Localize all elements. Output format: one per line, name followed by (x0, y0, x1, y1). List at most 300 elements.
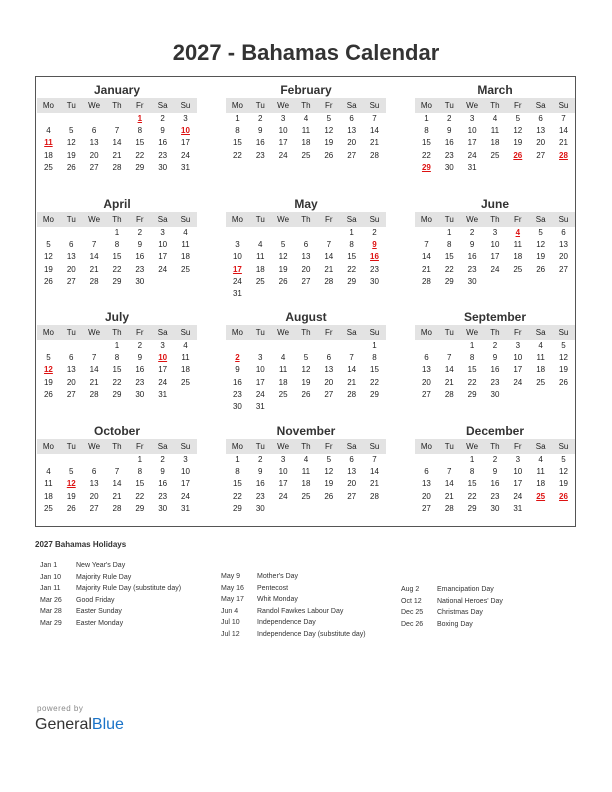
day-cell: 19 (66, 491, 76, 501)
month-december (415, 423, 575, 515)
weekday-label: Th (490, 442, 500, 451)
day-cell: 25 (301, 491, 311, 501)
day-cell (317, 401, 340, 413)
holiday-name: Emancipation Day (437, 586, 494, 593)
day-cell: 1 (137, 114, 143, 123)
day-cell: 13 (301, 252, 311, 262)
day-cell: 10 (255, 365, 265, 375)
weekday-label: Su (558, 215, 569, 224)
weekday-label: Th (112, 101, 122, 110)
day-cell: 1 (114, 228, 120, 237)
day-cell: 14 (421, 252, 431, 262)
weekday-label: Th (490, 101, 500, 110)
week-row (415, 113, 575, 125)
day-cell (484, 162, 507, 174)
day-cell (60, 227, 83, 239)
day-cell: 20 (421, 377, 431, 387)
week-row (226, 466, 386, 478)
day-cell: 30 (490, 503, 500, 513)
holiday-name: Pentecost (257, 584, 289, 592)
holiday-row (40, 618, 181, 630)
day-cell: 24 (490, 264, 500, 274)
week-row (226, 264, 386, 276)
day-cell: 12 (278, 252, 288, 262)
day-cell: 23 (255, 150, 265, 160)
day-cell: 21 (421, 264, 431, 274)
week-row (37, 454, 197, 466)
day-cell: 1 (447, 228, 452, 237)
day-cell (529, 162, 552, 174)
day-cell: 2 (372, 228, 377, 237)
day-cell: 4 (258, 240, 263, 250)
day-cell: 26 (536, 264, 546, 274)
holidays-title: 2027 Bahamas Holidays (35, 540, 127, 549)
month-name: February (280, 83, 332, 97)
day-cell: 18 (536, 479, 546, 489)
holiday-row (40, 560, 181, 572)
day-cell (106, 454, 129, 466)
holiday-date: Oct 12 (401, 597, 422, 605)
holiday-date: Jul 10 (221, 619, 240, 627)
holiday-row (401, 596, 503, 608)
day-cell: 16 (158, 479, 168, 489)
week-row (37, 276, 197, 288)
holiday-row (40, 606, 181, 618)
day-cell: 28 (112, 503, 122, 513)
day-cell: 2 (447, 114, 452, 123)
day-cell: 26 (66, 503, 76, 513)
holiday-row (221, 629, 366, 641)
day-cell (295, 503, 318, 515)
day-cell: 30 (467, 276, 477, 286)
day-cell (151, 276, 174, 288)
day-cell: 25 (255, 276, 265, 286)
day-cell: 29 (444, 276, 454, 286)
day-cell: 25 (490, 150, 500, 160)
day-cell (552, 162, 575, 174)
day-cell: 21 (444, 491, 454, 501)
day-cell: 4 (515, 228, 521, 237)
day-cell: 30 (255, 503, 265, 513)
weekday-label: Mo (231, 215, 243, 224)
day-cell (529, 503, 552, 515)
week-row (415, 491, 575, 503)
week-row (415, 227, 575, 239)
day-cell: 4 (46, 126, 51, 136)
day-cell: 9 (137, 240, 143, 250)
day-cell: 16 (444, 138, 454, 148)
day-cell: 9 (235, 365, 240, 375)
day-cell: 3 (183, 114, 188, 123)
day-cell: 14 (370, 126, 379, 136)
day-cell: 29 (347, 276, 357, 286)
day-cell (249, 227, 272, 239)
month-september (415, 309, 575, 401)
day-cell: 27 (347, 491, 357, 501)
day-cell: 24 (467, 150, 477, 160)
day-cell: 5 (69, 126, 74, 136)
week-row (37, 503, 197, 515)
day-cell: 21 (347, 377, 357, 387)
day-cell (174, 276, 197, 288)
day-cell (37, 113, 60, 125)
day-cell: 11 (181, 240, 190, 250)
day-cell: 29 (135, 503, 145, 513)
day-cell (249, 340, 272, 352)
day-cell: 3 (235, 240, 240, 250)
day-cell: 19 (559, 479, 568, 489)
week-row (37, 377, 197, 389)
week-row (415, 162, 575, 174)
day-cell: 13 (536, 126, 546, 136)
weekday-label: Fr (514, 442, 522, 451)
day-cell: 20 (66, 377, 76, 387)
day-cell: 15 (444, 252, 454, 262)
month-may (226, 196, 386, 300)
month-name: September (463, 310, 527, 324)
week-row (415, 352, 575, 364)
day-cell: 7 (372, 114, 377, 123)
day-cell: 21 (324, 264, 334, 274)
day-cell: 28 (559, 150, 568, 160)
day-cell: 20 (421, 491, 431, 501)
day-cell (317, 503, 340, 515)
day-cell: 3 (280, 455, 286, 464)
holiday-row (401, 607, 503, 619)
day-cell: 9 (160, 467, 165, 477)
month-august (226, 309, 386, 413)
day-cell: 14 (112, 479, 122, 489)
day-cell: 14 (347, 365, 357, 375)
day-cell (249, 288, 272, 300)
day-cell: 7 (447, 353, 452, 363)
day-cell: 17 (278, 479, 288, 489)
weekday-label: Tu (255, 101, 265, 110)
week-row (37, 125, 197, 137)
day-cell: 31 (232, 288, 242, 298)
day-cell: 3 (280, 114, 286, 123)
weekday-label: Tu (444, 101, 454, 110)
holiday-row (221, 571, 366, 583)
day-cell: 15 (232, 479, 242, 489)
day-cell: 30 (158, 162, 168, 172)
weekday-label: We (466, 442, 479, 451)
weekday-label: Fr (136, 328, 144, 337)
day-cell: 2 (492, 455, 498, 464)
day-cell: 18 (43, 150, 53, 160)
day-cell: 15 (467, 365, 477, 375)
day-cell: 3 (492, 228, 498, 237)
week-row (415, 503, 575, 515)
day-cell: 7 (91, 353, 97, 363)
day-cell: 8 (114, 353, 120, 363)
month-june (415, 196, 575, 288)
day-cell: 28 (324, 276, 334, 286)
week-row (226, 251, 386, 263)
week-row (37, 389, 197, 401)
day-cell: 8 (137, 126, 143, 136)
day-cell (506, 162, 529, 174)
day-cell: 17 (232, 264, 242, 274)
day-cell: 23 (490, 377, 500, 387)
week-row (415, 340, 575, 352)
day-cell (174, 389, 197, 401)
day-cell: 1 (137, 455, 143, 464)
week-row (415, 239, 575, 251)
day-cell: 5 (326, 455, 332, 464)
month-march (415, 82, 575, 174)
month-name: March (477, 83, 513, 97)
week-row (226, 125, 386, 137)
week-row (37, 113, 197, 125)
day-cell: 5 (538, 228, 543, 237)
day-cell: 7 (349, 353, 354, 363)
weekday-label: Su (558, 442, 569, 451)
day-cell: 11 (44, 479, 53, 489)
day-cell: 11 (44, 138, 53, 148)
weekday-label: Sa (157, 328, 168, 337)
day-cell: 8 (114, 240, 120, 250)
day-cell: 21 (444, 377, 454, 387)
day-cell: 28 (89, 389, 99, 399)
day-cell: 21 (370, 479, 379, 489)
day-cell: 27 (559, 264, 568, 274)
holiday-row (221, 583, 366, 595)
day-cell: 2 (258, 455, 263, 464)
weekday-label: Fr (325, 328, 333, 337)
week-row (37, 137, 197, 149)
weekday-label: Fr (325, 215, 333, 224)
day-cell: 17 (255, 377, 265, 387)
day-cell (226, 227, 249, 239)
day-cell: 2 (160, 455, 165, 464)
day-cell: 8 (235, 126, 240, 136)
day-cell (272, 503, 295, 515)
holiday-date: Mar 29 (40, 619, 62, 627)
day-cell: 18 (490, 138, 500, 148)
day-cell: 16 (135, 252, 145, 262)
month-name: August (285, 310, 327, 324)
day-cell: 12 (559, 353, 568, 363)
day-cell: 8 (349, 240, 354, 250)
day-cell: 5 (326, 114, 332, 123)
week-row (226, 503, 386, 515)
day-cell: 28 (89, 276, 99, 286)
day-cell: 29 (467, 503, 477, 513)
day-cell: 23 (467, 264, 477, 274)
weekday-label: Sa (157, 442, 168, 451)
day-cell: 11 (256, 252, 265, 262)
week-row (226, 239, 386, 251)
day-cell: 15 (135, 138, 145, 148)
holiday-date: May 17 (221, 596, 244, 604)
day-cell: 13 (66, 365, 76, 375)
day-cell: 9 (492, 353, 498, 363)
weekday-label: Mo (42, 215, 54, 224)
month-november (226, 423, 386, 515)
weekday-label: Mo (420, 328, 432, 337)
day-cell: 10 (158, 240, 168, 250)
day-cell (415, 227, 438, 239)
weekday-label: Mo (42, 442, 54, 451)
day-cell: 7 (372, 455, 377, 464)
holiday-date: Dec 26 (401, 620, 424, 628)
month-april (37, 196, 197, 288)
day-cell: 5 (303, 353, 309, 363)
day-cell: 5 (46, 240, 51, 250)
day-cell: 7 (424, 240, 429, 250)
day-cell: 12 (66, 138, 76, 148)
day-cell: 18 (301, 138, 311, 148)
day-cell: 20 (347, 479, 357, 489)
day-cell: 13 (66, 252, 76, 262)
day-cell: 7 (91, 240, 97, 250)
month-february (226, 82, 386, 162)
day-cell: 18 (301, 479, 311, 489)
day-cell: 4 (538, 341, 543, 350)
weekday-header (415, 439, 575, 454)
day-cell (37, 227, 60, 239)
weekday-header (226, 325, 386, 340)
day-cell: 9 (469, 240, 475, 250)
week-row (226, 113, 386, 125)
day-cell: 11 (536, 353, 545, 363)
day-cell: 20 (559, 252, 568, 262)
day-cell: 13 (347, 467, 357, 477)
day-cell: 18 (43, 491, 53, 501)
weekday-header (226, 212, 386, 227)
day-cell: 7 (114, 467, 120, 477)
day-cell: 20 (536, 138, 546, 148)
month-name: October (93, 424, 140, 438)
day-cell: 29 (370, 389, 379, 399)
day-cell (438, 454, 461, 466)
day-cell: 12 (513, 126, 523, 136)
day-cell: 31 (255, 401, 265, 411)
weekday-header (415, 212, 575, 227)
day-cell: 11 (301, 467, 311, 477)
day-cell: 24 (232, 276, 242, 286)
day-cell: 22 (135, 491, 145, 501)
day-cell: 25 (513, 264, 523, 274)
weekday-label: Fr (514, 328, 522, 337)
holiday-name: Boxing Day (437, 620, 473, 628)
day-cell: 13 (89, 138, 99, 148)
week-row (37, 162, 197, 174)
day-cell: 2 (137, 341, 143, 350)
day-cell: 29 (232, 503, 242, 513)
week-row (415, 364, 575, 376)
day-cell: 19 (43, 264, 53, 274)
day-cell: 6 (561, 228, 566, 237)
day-cell: 24 (278, 491, 288, 501)
day-cell (317, 227, 340, 239)
page-title: 2027 - Bahamas Calendar (172, 40, 440, 65)
day-cell: 24 (158, 377, 168, 387)
day-cell: 21 (559, 138, 568, 148)
day-cell: 29 (112, 389, 122, 399)
day-cell: 3 (469, 114, 475, 123)
day-cell: 19 (43, 377, 53, 387)
day-cell: 31 (467, 162, 477, 172)
week-row (226, 150, 386, 162)
week-row (226, 340, 386, 352)
day-cell: 12 (43, 252, 53, 262)
day-cell: 16 (490, 479, 500, 489)
holiday-date: Mar 26 (40, 596, 62, 604)
day-cell: 23 (255, 491, 265, 501)
day-cell: 25 (181, 377, 190, 387)
day-cell: 7 (114, 126, 120, 136)
day-cell: 21 (112, 491, 122, 501)
day-cell: 1 (469, 455, 475, 464)
weekday-label: Mo (231, 328, 243, 337)
day-cell: 6 (538, 114, 543, 123)
day-cell (506, 389, 529, 401)
day-cell (340, 288, 363, 300)
day-cell: 23 (135, 377, 145, 387)
day-cell: 8 (137, 467, 143, 477)
day-cell: 6 (69, 240, 74, 250)
day-cell (317, 288, 340, 300)
day-cell (529, 389, 552, 401)
day-cell: 6 (91, 467, 97, 477)
day-cell (272, 401, 295, 413)
weekday-label: Th (112, 328, 122, 337)
day-cell: 6 (424, 467, 429, 477)
week-row (415, 251, 575, 263)
day-cell: 19 (324, 479, 334, 489)
day-cell: 30 (135, 389, 145, 399)
day-cell: 8 (372, 353, 377, 363)
weekday-label: Su (558, 101, 569, 110)
week-row (37, 491, 197, 503)
weekday-header (226, 98, 386, 113)
weekday-header (226, 439, 386, 454)
day-cell: 20 (89, 150, 99, 160)
week-row (226, 352, 386, 364)
weekday-label: Su (180, 328, 191, 337)
month-name: June (480, 197, 509, 211)
day-cell: 3 (160, 228, 165, 237)
day-cell (552, 276, 575, 288)
day-cell: 22 (467, 377, 477, 387)
day-cell: 26 (301, 389, 311, 399)
week-row (226, 401, 386, 413)
weekday-label: Tu (444, 328, 454, 337)
day-cell: 22 (232, 491, 242, 501)
day-cell: 11 (278, 365, 288, 375)
day-cell: 10 (181, 467, 190, 477)
weekday-label: Th (112, 442, 122, 451)
day-cell (60, 340, 83, 352)
day-cell: 18 (181, 252, 190, 262)
day-cell: 19 (278, 264, 288, 274)
day-cell: 24 (513, 377, 523, 387)
day-cell (529, 276, 552, 288)
day-cell: 22 (467, 491, 477, 501)
week-row (226, 377, 386, 389)
brand-logo[interactable] (35, 716, 124, 734)
day-cell: 6 (69, 353, 74, 363)
weekday-label: Fr (136, 442, 144, 451)
day-cell: 15 (112, 252, 122, 262)
holiday-date: Jan 1 (40, 562, 58, 569)
day-cell: 17 (158, 252, 168, 262)
day-cell: 6 (424, 353, 429, 363)
weekday-label: Sa (535, 215, 546, 224)
weekday-label: Sa (535, 101, 546, 110)
